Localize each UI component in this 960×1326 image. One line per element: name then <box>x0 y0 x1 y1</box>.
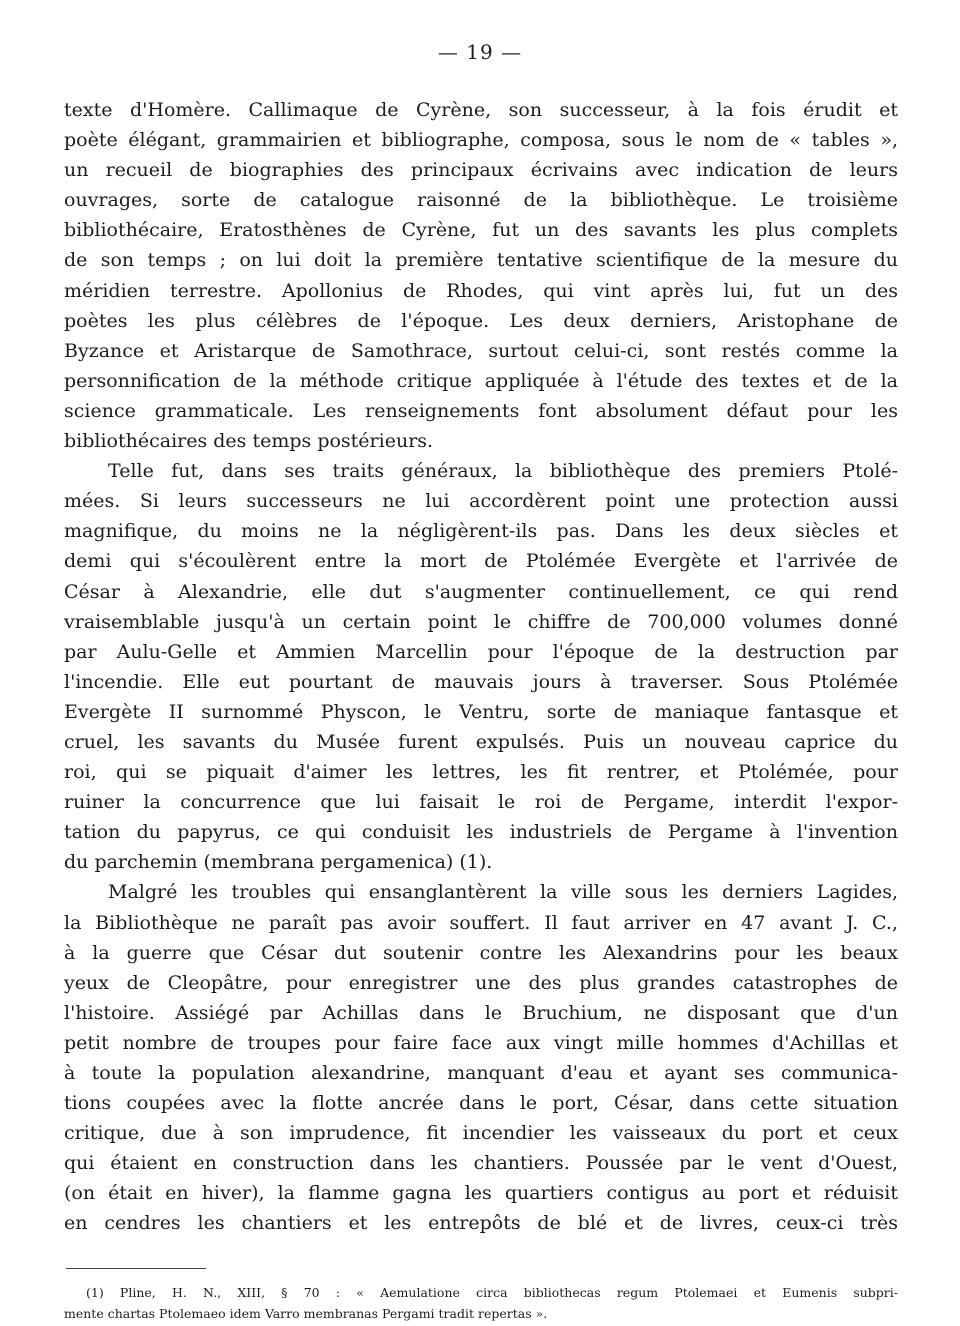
text-line: petit nombre de troupes pour faire face aux vingt mille hommes d'Achillas et <box>64 1031 898 1054</box>
text-line: vraisemblable jusqu'à un certain point le chiffre de 700,000 volumes donné <box>64 610 898 633</box>
text-line: qui étaient en construction dans les chantiers. Poussée par le vent d'Ouest, <box>64 1152 898 1175</box>
text-line: (on était en hiver), la flamme gagna les quartiers contigus au port et réduisit <box>64 1182 898 1205</box>
text-line: mées. Si leurs successeurs ne lui accordèrent point une protection aussi <box>64 490 898 513</box>
text-line: personnification de la méthode critique appliquée à l'étude des textes et de la <box>64 369 898 392</box>
paragraph-first-line: Malgré les troubles qui ensanglantèrent la ville sous les derniers Lagides, <box>108 881 898 904</box>
text-line: bibliothécaires des temps postérieurs. <box>64 430 434 453</box>
text-line: méridien terrestre. Apollonius de Rhodes, qui vint après lui, fut un des <box>64 279 898 302</box>
text-line: science grammaticale. Les renseignements font absolument défaut pour les <box>64 399 898 422</box>
text-line: tions coupées avec la flotte ancrée dans le port, César, dans cette situation <box>64 1092 898 1115</box>
footnote-line: mente chartas Ptolemaeo idem Varro membranas Pergami tradit repertas ». <box>64 1306 548 1321</box>
text-line: César à Alexandrie, elle dut s'augmenter continuellement, ce qui rend <box>64 580 898 603</box>
text-line: magnifique, du moins ne la négligèrent-ils pas. Dans les deux siècles et <box>64 520 898 543</box>
text-line: du parchemin (membrana pergamenica) (1). <box>64 851 493 874</box>
text-line: poètes les plus célèbres de l'époque. Les deux derniers, Aristophane de <box>64 309 898 332</box>
text-line: poète élégant, grammairien et bibliographe, composa, sous le nom de « tables », <box>64 129 898 152</box>
text-line: à toute la population alexandrine, manquant d'eau et ayant ses communica- <box>64 1062 898 1084</box>
footnote-divider <box>66 1268 206 1269</box>
text-line: yeux de Cleopâtre, pour enregistrer une des plus grandes catastrophes de <box>64 971 898 994</box>
text-line: Byzance et Aristarque de Samothrace, surtout celui-ci, sont restés comme la <box>64 339 898 362</box>
text-line: ruiner la concurrence que lui faisait le roi de Pergame, interdit l'expor- <box>64 791 898 814</box>
text-line: par Aulu-Gelle et Ammien Marcellin pour l'époque de la destruction par <box>64 640 898 663</box>
text-line: critique, due à son imprudence, fit incendier les vaisseaux du port et ceux <box>64 1122 898 1145</box>
text-line: un recueil de biographies des principaux écrivains avec indication de leurs <box>64 159 898 182</box>
text-line: Evergète II surnommé Physcon, le Ventru, sorte de maniaque fantasque et <box>64 700 898 723</box>
paragraph-first-line: Telle fut, dans ses traits généraux, la bibliothèque des premiers Ptolé- <box>108 460 898 483</box>
text-line: cruel, les savants du Musée furent expulsés. Puis un nouveau caprice du <box>64 730 898 753</box>
text-line: la Bibliothèque ne paraît pas avoir souffert. Il faut arriver en 47 avant J. C., <box>64 911 898 934</box>
text-line: demi qui s'écoulèrent entre la mort de Ptolémée Evergète et l'arrivée de <box>64 550 898 573</box>
text-line: bibliothécaire, Eratosthènes de Cyrène, fut un des savants les plus complets <box>64 219 898 242</box>
text-line: texte d'Homère. Callimaque de Cyrène, son successeur, à la fois érudit et <box>64 99 898 121</box>
footnote-line: (1) Pline, H. N., XIII, § 70 : « Aemulatione circa bibliothecas regum Ptolemaei et Eumenis subpri- <box>86 1285 898 1300</box>
body-text <box>64 95 898 1239</box>
page-number: — 19 — <box>437 40 523 64</box>
footnotes <box>64 1282 898 1324</box>
text-line: en cendres les chantiers et les entrepôts de blé et de livres, ceux-ci très <box>64 1212 898 1235</box>
text-line: l'histoire. Assiégé par Achillas dans le Bruchium, ne disposant que d'un <box>64 1001 898 1024</box>
text-line: de son temps ; on lui doit la première tentative scientifique de la mesure du <box>64 249 898 272</box>
text-line: à la guerre que César dut soutenir contre les Alexandrins pour les beaux <box>64 941 898 964</box>
text-line: l'incendie. Elle eut pourtant de mauvais jours à traverser. Sous Ptolémée <box>64 670 898 693</box>
text-line: tation du papyrus, ce qui conduisit les industriels de Pergame à l'invention <box>64 821 898 844</box>
text-line: ouvrages, sorte de catalogue raisonné de la bibliothèque. Le troisième <box>64 189 898 212</box>
text-line: roi, qui se piquait d'aimer les lettres, les fit rentrer, et Ptolémée, pour <box>64 761 898 784</box>
